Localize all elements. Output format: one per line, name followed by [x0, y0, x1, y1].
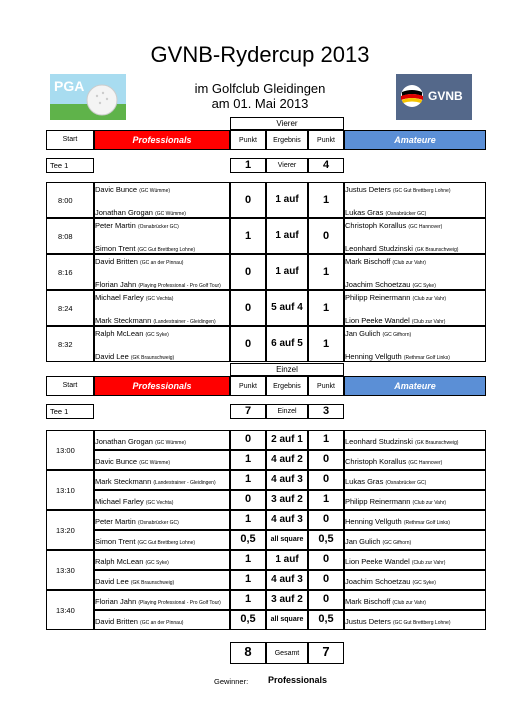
einzel-pro-name: Florian Jahn: [95, 597, 137, 606]
einzel-result: 1 auf: [275, 554, 299, 565]
einzel-p2: 0: [322, 453, 330, 465]
einzel-am-club: (GC Syke): [412, 580, 436, 586]
einzel-pro: [95, 577, 174, 586]
einzel-result: all square: [270, 536, 304, 543]
vierer-pro1-name: Davic Bunce: [95, 185, 138, 194]
vierer-pro2-club: (Landestrainer - Gleidingen): [153, 319, 216, 325]
vierer-am1-name: Philipp Reinermann: [345, 293, 411, 302]
vierer-pro1-club: (GC Vechta): [145, 296, 174, 302]
vierer-am2-club: (Osnabrücker GC): [385, 211, 427, 217]
gvnb-logo: [396, 74, 472, 120]
vierer-am1-club: (Club zur Vahr): [412, 296, 447, 302]
vierer-pro2-club: (GC Wümme): [155, 211, 186, 217]
vierer-pro2: [95, 208, 186, 217]
vierer-pro1-name: David Britten: [95, 257, 138, 266]
page-title: GVNB-Rydercup 2013: [150, 42, 370, 67]
einzel-time: 13:00: [56, 446, 75, 455]
einzel-pro-name: David Lee: [95, 577, 129, 586]
einzel-time: 13:20: [56, 526, 75, 535]
einzel-am-club: (Osnabrücker GC): [385, 480, 427, 486]
vierer-tee-pro-pts: 1: [244, 159, 252, 171]
einzel-am-club: (Club zur Vahr): [392, 600, 426, 606]
einzel-tee-label: Tee 1: [50, 407, 69, 416]
vierer-punkt1: Punkt: [239, 137, 257, 144]
vierer-tee-label: Tee 1: [50, 161, 69, 170]
vierer-pro2-name: David Lee: [95, 352, 129, 361]
vierer-pro1-club: (Osnabrücker GC): [137, 224, 179, 230]
vierer-am2-name: Joachim Schoetzau: [345, 280, 411, 289]
einzel-pro: [95, 437, 186, 446]
vierer-p2: 1: [322, 302, 330, 314]
einzel-p1: 1: [244, 593, 252, 605]
vierer-pro1: [95, 221, 179, 230]
vierer-pro2: [95, 244, 195, 253]
vierer-am1-club: (GC Gifhorn): [382, 332, 412, 338]
vierer-am2-club: (Club zur Vahr): [411, 319, 446, 325]
einzel-p2: 0: [322, 513, 330, 525]
einzel-pro-name: David Britten: [95, 617, 138, 626]
einzel-am-club: (GK Braunschweig): [415, 440, 459, 446]
einzel-pro-name: Mark Steckmann: [95, 477, 152, 486]
einzel-am-name: Jan Gulich: [345, 537, 381, 546]
vierer-am2-club: (GK Braunschweig): [415, 247, 459, 253]
einzel-pro-name: Peter Martin: [95, 517, 136, 526]
einzel-am: [345, 557, 445, 566]
vierer-am2-name: Henning Vellguth: [345, 352, 402, 361]
einzel-p1: 0,5: [240, 533, 256, 545]
einzel-am-name: Joachim Schoetzau: [345, 577, 411, 586]
vierer-am1: [345, 221, 442, 230]
einzel-am: [345, 597, 426, 606]
vierer-pro1: [95, 329, 169, 338]
gvnb-logo-text: GVNB: [428, 89, 463, 103]
vierer-p1: 0: [244, 302, 252, 314]
einzel-pro: [95, 497, 173, 506]
vierer-pro2-club: (GK Braunschweig): [130, 355, 175, 361]
einzel-am: [345, 577, 436, 586]
vierer-pro2-name: Mark Steckmann: [95, 316, 152, 325]
vierer-start: Start: [62, 136, 78, 143]
einzel-am-name: Henning Vellguth: [345, 517, 402, 526]
einzel-pro-club: (Landestrainer - Gleidingen): [153, 480, 216, 486]
einzel-pro-name: Jonathan Grogan: [95, 437, 153, 446]
vierer-time: 8:16: [58, 268, 73, 277]
einzel-tee-mid-label: Einzel: [277, 408, 297, 415]
einzel-pro: [95, 457, 170, 466]
einzel-pro-club: (GC Vechta): [145, 500, 174, 506]
vierer-tee-am-pts: 4: [322, 159, 330, 171]
einzel-am-club: (Club zur Vahr): [412, 500, 447, 506]
einzel-pro-name: Michael Farley: [95, 497, 144, 506]
einzel-pro-club: (GK Braunschweig): [130, 580, 175, 586]
vierer-am2: [345, 352, 450, 361]
vierer-am1: [345, 257, 426, 266]
vierer-am1-name: Christoph Korallus: [345, 221, 407, 230]
vierer-pro1-club: (GC an der Pinnau): [140, 260, 184, 266]
einzel-p2: 1: [322, 433, 330, 445]
einzel-am-name: Justus Deters: [345, 617, 391, 626]
vierer-am2: [345, 244, 458, 253]
einzel-p1: 1: [244, 453, 252, 465]
vierer-time: 8:24: [58, 304, 73, 313]
einzel-result: 3 auf 2: [271, 494, 303, 505]
einzel-am-club: (GC Gifhorn): [382, 540, 412, 546]
einzel-pro-name: Davic Bunce: [95, 457, 138, 466]
vierer-pro2-name: Simon Trent: [95, 244, 136, 253]
einzel-result: all square: [270, 616, 304, 623]
vierer-am1: [345, 293, 446, 302]
einzel-amateure-header: Amateure: [344, 376, 486, 396]
vierer-am2-name: Leonhard Studzinski: [345, 244, 413, 253]
vierer-pro2-club: (Playing Professional - Pro Golf Tour): [138, 283, 221, 289]
vierer-time: 8:32: [58, 340, 73, 349]
einzel-result: 4 auf 3: [271, 574, 303, 585]
vierer-pro1: [95, 257, 183, 266]
vierer-pro2: [95, 316, 216, 325]
einzel-p2: 0,5: [318, 533, 334, 545]
total-label: Gesamt: [274, 650, 300, 657]
einzel-p2: 0,5: [318, 613, 334, 625]
einzel-am-name: Lukas Gras: [345, 477, 384, 486]
einzel-p1: 1: [244, 573, 252, 585]
vierer-pro2-name: Florian Jahn: [95, 280, 137, 289]
einzel-result: 2 auf 1: [271, 434, 303, 445]
pga-logo: [50, 74, 126, 120]
einzel-result: 4 auf 3: [271, 514, 303, 525]
vierer-pro2: [95, 352, 174, 361]
vierer-am2: [345, 208, 426, 217]
einzel-am-name: Leonhard Studzinski: [345, 437, 413, 446]
vierer-am1-name: Jan Gulich: [345, 329, 381, 338]
einzel-p2: 1: [322, 493, 330, 505]
vierer-result: 1 auf: [275, 230, 299, 241]
vierer-p1: 1: [244, 230, 252, 242]
vierer-pro2: [95, 280, 221, 289]
einzel-p1: 0: [244, 433, 252, 445]
vierer-punkt2: Punkt: [317, 137, 335, 144]
vierer-p2: 1: [322, 194, 330, 206]
vierer-am1-name: Justus Deters: [345, 185, 391, 194]
einzel-punkt2: Punkt: [317, 383, 335, 390]
einzel-am: [345, 537, 411, 546]
vierer-section-label: Vierer: [276, 119, 298, 128]
einzel-p2: 0: [322, 553, 330, 565]
einzel-am: [345, 437, 458, 446]
vierer-pro2-club: (GC Gut Brettberg Lohne): [137, 247, 196, 253]
vierer-pro1-club: (GC Syke): [145, 332, 169, 338]
vierer-amateure-header: Amateure: [344, 130, 486, 150]
vierer-am1: [345, 329, 411, 338]
einzel-tee-am-pts: 3: [322, 405, 330, 417]
einzel-pro-club: (GC an der Pinnau): [140, 620, 184, 626]
einzel-pro: [95, 557, 169, 566]
date-subtitle: am 01. Mai 2013: [211, 96, 309, 111]
vierer-pro1-club: (GC Wümme): [139, 188, 171, 194]
vierer-am2-club: (Rethmar Golf Links): [403, 355, 450, 361]
vierer-p1: 0: [244, 338, 252, 350]
einzel-pro-club: (Playing Professional - Pro Golf Tour): [138, 600, 221, 606]
venue-subtitle: im Golfclub Gleidingen: [194, 81, 326, 96]
einzel-p1: 1: [244, 513, 252, 525]
einzel-am-club: (Rethmar Golf Links): [403, 520, 450, 526]
vierer-result: 5 auf 4: [271, 302, 303, 313]
einzel-p1: 0: [244, 493, 252, 505]
pga-logo-text: PGA: [54, 78, 85, 94]
einzel-pro-name: Simon Trent: [95, 537, 136, 546]
vierer-am2: [345, 316, 445, 325]
einzel-p2: 0: [322, 593, 330, 605]
einzel-pro: [95, 537, 195, 546]
vierer-am1-club: (GC Gut Brettberg Lohne): [392, 188, 451, 194]
vierer-pro1-name: Ralph McLean: [95, 329, 144, 338]
winner-label: Gewinner:: [214, 677, 249, 686]
vierer-am2: [345, 280, 436, 289]
vierer-pro1-name: Peter Martin: [95, 221, 136, 230]
einzel-pro: [95, 617, 183, 626]
einzel-ergebnis: Ergebnis: [273, 383, 301, 390]
vierer-am2-name: Lukas Gras: [345, 208, 384, 217]
vierer-pro1-name: Michael Farley: [95, 293, 144, 302]
einzel-tee-pro-pts: 7: [244, 405, 252, 417]
vierer-p1: 0: [244, 194, 252, 206]
einzel-p1: 1: [244, 553, 252, 565]
einzel-am: [345, 497, 446, 506]
einzel-pro: [95, 517, 179, 526]
einzel-section-label: Einzel: [276, 365, 298, 374]
total-pro: 8: [244, 644, 252, 659]
einzel-am-name: Mark Bischoff: [345, 597, 391, 606]
vierer-result: 6 auf 5: [271, 338, 303, 349]
einzel-start: Start: [62, 382, 78, 389]
einzel-professionals-header: Professionals: [94, 376, 230, 396]
einzel-pro-club: (GC Gut Brettberg Lohne): [137, 540, 196, 546]
vierer-result: 1 auf: [275, 266, 299, 277]
einzel-pro-club: (GC Wümme): [155, 440, 186, 446]
einzel-p2: 0: [322, 573, 330, 585]
einzel-am-name: Christoph Korallus: [345, 457, 407, 466]
einzel-time: 13:10: [56, 486, 75, 495]
vierer-p1: 0: [244, 266, 252, 278]
einzel-pro-name: Ralph McLean: [95, 557, 144, 566]
einzel-result: 3 auf 2: [271, 594, 303, 605]
einzel-pro-club: (GC Syke): [145, 560, 169, 566]
total-am: 7: [322, 644, 330, 659]
einzel-pro: [95, 597, 221, 606]
einzel-time: 13:30: [56, 566, 75, 575]
einzel-am-club: (Club zur Vahr): [411, 560, 446, 566]
vierer-p2: 0: [322, 230, 330, 242]
einzel-am-club: (GC Hannover): [408, 460, 443, 466]
einzel-am: [345, 457, 442, 466]
einzel-pro: [95, 477, 216, 486]
einzel-p2: 0: [322, 473, 330, 485]
einzel-pro-club: (GC Wümme): [139, 460, 171, 466]
einzel-p1: 1: [244, 473, 252, 485]
vierer-am2-club: (GC Syke): [412, 283, 436, 289]
vierer-tee-mid-label: Vierer: [277, 162, 297, 169]
einzel-am-name: Lion Peeke Wandel: [345, 557, 410, 566]
vierer-am1-club: (GC Hannover): [408, 224, 443, 230]
vierer-p2: 1: [322, 266, 330, 278]
einzel-result: 4 auf 2: [271, 454, 303, 465]
vierer-time: 8:08: [58, 232, 73, 241]
vierer-result: 1 auf: [275, 194, 299, 205]
einzel-pro-club: (Osnabrücker GC): [137, 520, 179, 526]
einzel-am: [345, 477, 426, 486]
einzel-time: 13:40: [56, 606, 75, 615]
einzel-p1: 0,5: [240, 613, 256, 625]
vierer-am1-club: (Club zur Vahr): [392, 260, 426, 266]
einzel-am-name: Philipp Reinermann: [345, 497, 411, 506]
vierer-am1: [345, 185, 450, 194]
vierer-pro1: [95, 185, 170, 194]
vierer-time: 8:00: [58, 196, 73, 205]
einzel-am-club: (GC Gut Brettberg Lohne): [392, 620, 451, 626]
vierer-pro1: [95, 293, 173, 302]
vierer-professionals-header: Professionals: [94, 130, 230, 150]
vierer-ergebnis: Ergebnis: [273, 137, 301, 144]
vierer-pro2-name: Jonathan Grogan: [95, 208, 153, 217]
vierer-am1-name: Mark Bischoff: [345, 257, 391, 266]
winner-value: Professionals: [268, 675, 328, 685]
einzel-punkt1: Punkt: [239, 383, 257, 390]
einzel-result: 4 auf 3: [271, 474, 303, 485]
vierer-p2: 1: [322, 338, 330, 350]
vierer-am2-name: Lion Peeke Wandel: [345, 316, 410, 325]
einzel-am: [345, 517, 450, 526]
einzel-am: [345, 617, 450, 626]
